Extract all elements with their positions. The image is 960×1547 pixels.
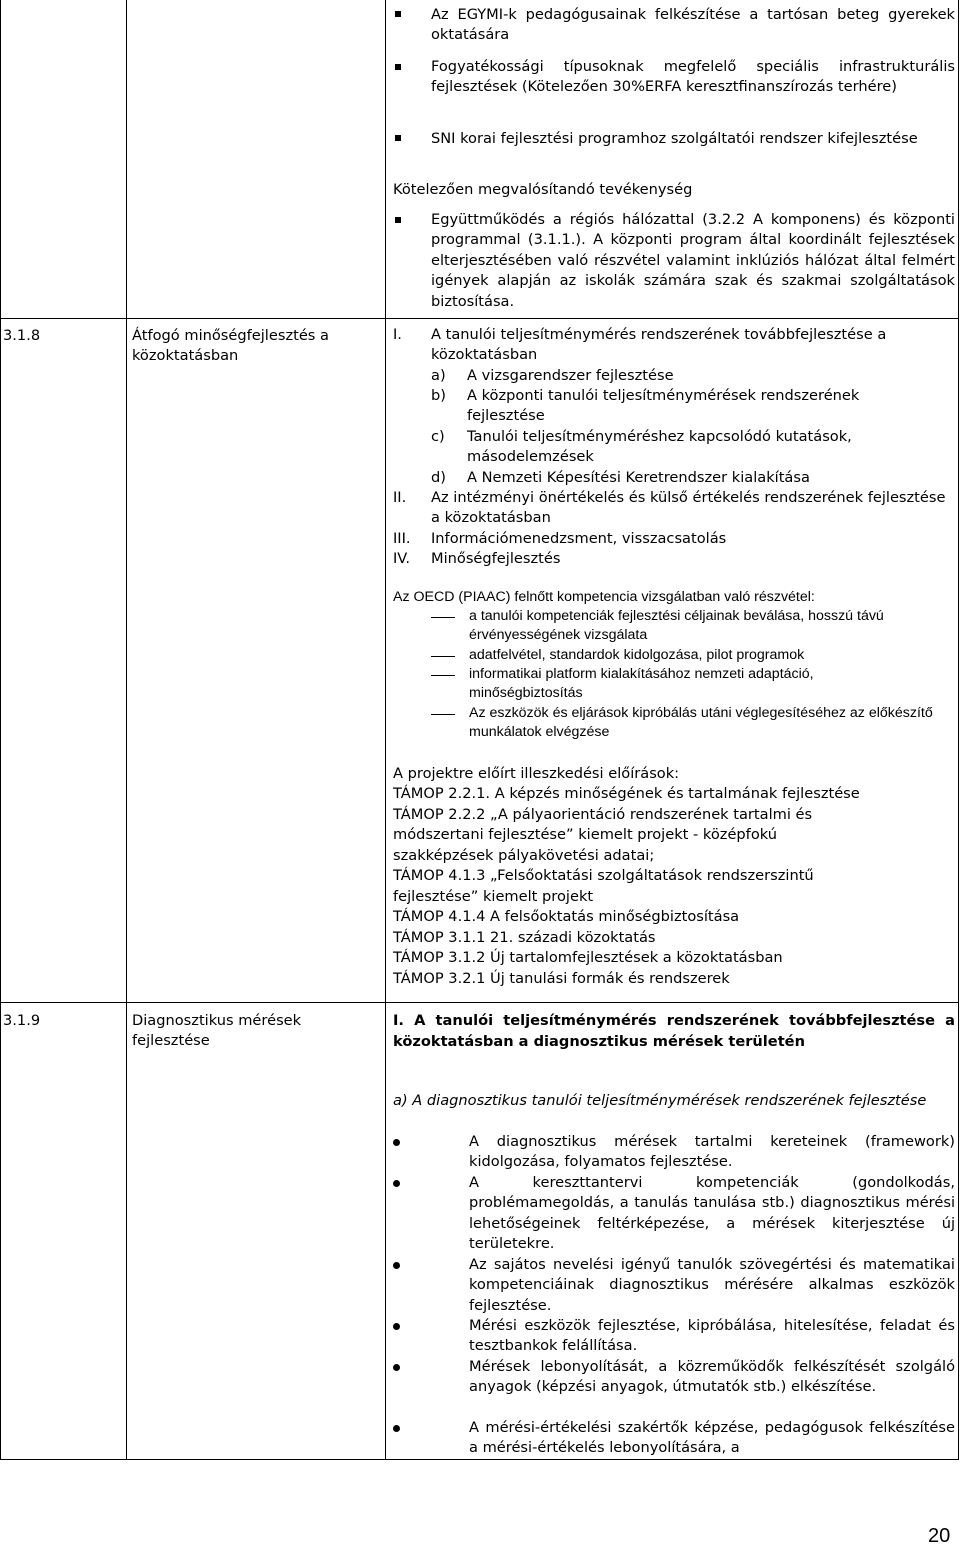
dash-bullet-icon	[431, 656, 455, 657]
requirement-line: TÁMOP 4.1.4 A felsőoktatás minőségbiztosítása	[393, 908, 740, 925]
table-column-divider	[126, 0, 127, 1460]
list-item: Az EGYMI-k pedagógusainak felkészítése a tartósan beteg gyerekek oktatására	[431, 6, 955, 44]
sub-item-label: a)	[431, 367, 446, 384]
row-title: Diagnosztikus mérések fejlesztése	[132, 1012, 302, 1050]
oecd-heading: Az OECD (PIAAC) felnőtt kompetencia vizsgálatban való részvétel:	[393, 589, 815, 605]
requirement-line: TÁMOP 2.2.2 „A pályaorientáció rendszerének tartalmi és	[393, 806, 813, 823]
sub-item: Tanulói teljesítményméréshez kapcsolódó kutatások, másodelemzések	[467, 428, 852, 466]
requirement-line: fejlesztése” kiemelt projekt	[393, 888, 594, 905]
sub-item-label: d)	[431, 469, 446, 486]
roman-numeral: IV.	[393, 550, 411, 567]
bullet-icon	[393, 1425, 400, 1432]
sub-heading: a) A diagnosztikus tanulói teljesítménymérések rendszerének fejlesztése	[393, 1092, 927, 1109]
list-item: Együttműködés a régiós hálózattal (3.2.2 A komponens) és központi programmal (3.1.1.). A központi program által koordinált fejlesztések elterjesztésében való részvétel valamint inklúziós hálózat által felmért igények alapján az iskolák számára szak és szakmai szolgáltatások biztosítása.	[431, 211, 955, 310]
row-divider	[0, 1002, 959, 1003]
list-item: Fogyatékossági típusoknak megfelelő speciális infrastrukturális fejlesztések (Kötelezően 30%ERFA keresztfinanszírozás terhére)	[431, 58, 955, 96]
table-right-border	[958, 0, 959, 1460]
roman-numeral: III.	[393, 530, 411, 547]
oecd-item: Az eszközök és eljárások kipróbálás utáni véglegesítéséhez az előkészítő munkálatok elvégzése	[469, 705, 933, 741]
roman-numeral: I.	[393, 326, 402, 343]
requirement-line: szakképzések pályakövetési adatai;	[393, 847, 655, 864]
requirement-line: TÁMOP 4.1.3 „Felsőoktatási szolgáltatások rendszerszintű	[393, 867, 814, 884]
list-item: Információmenedzsment, visszacsatolás	[431, 530, 727, 547]
table-left-border	[0, 0, 1, 1460]
list-item: SNI korai fejlesztési programhoz szolgáltatói rendszer kifejlesztése	[431, 130, 918, 147]
bullet-item: Az sajátos nevelési igényű tanulók szövegértési és matematikai kompetenciáinak diagnosztikus mérésére alkalmas eszközök fejlesztése.	[469, 1256, 955, 1314]
row-title: Átfogó minőségfejlesztés a közoktatásban	[132, 327, 329, 365]
bullet-icon	[393, 1180, 400, 1187]
sub-item-label: b)	[431, 387, 446, 404]
dash-bullet-icon	[431, 714, 455, 715]
row-divider	[0, 318, 959, 319]
mandatory-activity-label: Kötelezően megvalósítandó tevékenység	[393, 181, 693, 198]
list-item: A tanulói teljesítménymérés rendszerének továbbfejlesztése a közoktatásban	[431, 326, 887, 364]
square-bullet-icon	[395, 217, 401, 223]
row-number: 3.1.8	[3, 327, 41, 344]
dash-bullet-icon	[431, 617, 455, 618]
oecd-item: informatikai platform kialakításához nemzeti adaptáció, minőségbiztosítás	[469, 666, 814, 702]
bullet-icon	[393, 1323, 400, 1330]
requirements-heading: A projektre előírt illeszkedési előírások:	[393, 765, 680, 782]
requirement-line: TÁMOP 2.2.1. A képzés minőségének és tartalmának fejlesztése	[393, 785, 860, 802]
bullet-item: A mérési-értékelési szakértők képzése, pedagógusok felkészítése a mérési-értékelés lebonyolítására, a	[469, 1419, 955, 1457]
section-heading: I. A tanulói teljesítménymérés rendszerének továbbfejlesztése a közoktatásban a diagnosztikus mérések területén	[393, 1012, 955, 1050]
bullet-item: Mérési eszközök fejlesztése, kipróbálása, hitelesítése, feladat és tesztbankok felállítása.	[469, 1317, 955, 1355]
requirement-line: TÁMOP 3.1.1 21. századi közoktatás	[393, 929, 656, 946]
sub-item-label: c)	[431, 428, 445, 445]
table-bottom-border	[0, 1459, 959, 1460]
bullet-item: Mérések lebonyolítását, a közreműködők felkészítését szolgáló anyagok (képzési anyagok, útmutatók stb.) elkészítése.	[469, 1358, 955, 1396]
square-bullet-icon	[395, 135, 401, 141]
sub-item: A vizsgarendszer fejlesztése	[467, 367, 674, 384]
requirement-line: TÁMOP 3.2.1 Új tanulási formák és rendszerek	[393, 970, 730, 987]
bullet-icon	[393, 1364, 400, 1371]
bullet-icon	[393, 1262, 400, 1269]
list-item: Az intézményi önértékelés és külső értékelés rendszerének fejlesztése a közoktatásban	[431, 489, 946, 527]
oecd-item: adatfelvétel, standardok kidolgozása, pilot programok	[469, 647, 805, 663]
dash-bullet-icon	[431, 675, 455, 676]
square-bullet-icon	[395, 64, 401, 70]
sub-item: A Nemzeti Képesítési Keretrendszer kialakítása	[467, 469, 810, 486]
requirement-line: módszertani fejlesztése” kiemelt projekt - középfokú	[393, 826, 778, 843]
bullet-item: A diagnosztikus mérések tartalmi kereteinek (framework) kidolgozása, folyamatos fejlesztése.	[469, 1133, 955, 1171]
page-number: 20	[928, 1525, 951, 1547]
requirement-line: TÁMOP 3.1.2 Új tartalomfejlesztések a közoktatásban	[393, 949, 783, 966]
table-column-divider	[385, 0, 386, 1460]
sub-item: A központi tanulói teljesítménymérések rendszerének fejlesztése	[467, 387, 860, 425]
row-number: 3.1.9	[3, 1012, 41, 1029]
bullet-item: A kereszttantervi kompetenciák (gondolkodás, problémamegoldás, a tanulás tanulása stb.) diagnosztikus mérési lehetőségeinek feltérképezése, a mérések kiterjesztése új területekre.	[469, 1174, 955, 1253]
bullet-icon	[393, 1139, 400, 1146]
oecd-item: a tanulói kompetenciák fejlesztési céljainak beválása, hosszú távú érvényességének vizsgálata	[469, 608, 884, 644]
roman-numeral: II.	[393, 489, 407, 506]
square-bullet-icon	[395, 11, 401, 17]
list-item: Minőségfejlesztés	[431, 550, 561, 567]
